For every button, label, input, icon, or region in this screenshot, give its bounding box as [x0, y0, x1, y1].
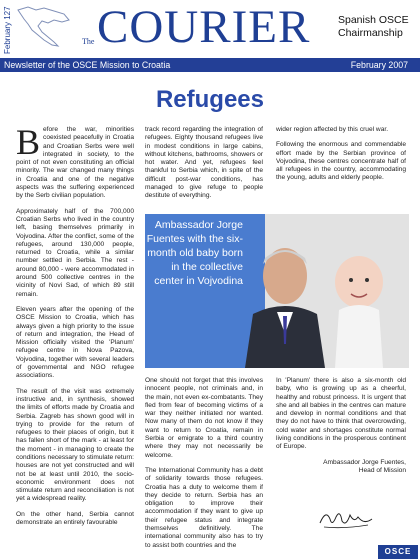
paragraph-text: efore the war, minorities coexisted peacefully in Croatia and Croatian Serbs were well integrated in society, to the point of not even constituting an official minority. The war changed many things in Croatia and one of the negative aspects was the suffering experienced by the Serb civilian population.: [16, 126, 134, 200]
issue-number: February 127: [3, 6, 12, 54]
article-column-3-top: [276, 126, 406, 190]
chairmanship-line-2: Chairmanship: [338, 27, 403, 39]
masthead: [0, 0, 420, 60]
author-signoff: [276, 459, 406, 476]
author-title: Head of Mission: [358, 466, 406, 474]
osce-logo: OSCE: [378, 545, 418, 559]
paragraph: wider region affected by this cruel war.: [276, 126, 389, 133]
the-label: The: [82, 37, 95, 46]
paragraph: The International Community has a debt of solidarity towards those refugees. Croatia has a duty to welcome them if they decide to return. Serbia has an obligation to improve their accommodation if they want to give up their refugee status and integrate themselves definitively. The international community also has to try to assist both countries and the: [145, 466, 263, 549]
article-column-2-bottom: [145, 377, 263, 557]
issue-date: February 2007: [350, 60, 408, 70]
newsletter-title: COURIER: [97, 1, 311, 53]
paragraph: Following the enormous and commendable effort made by the Serbian province of Vojvodina, these centres concentrate half of all refugees in the country, accommodating the young, adults and elderly people.: [276, 141, 406, 182]
drop-cap: B: [16, 122, 41, 162]
paragraph: Eleven years after the opening of the OSCE Mission to Croatia, which has always given a high priority to the issue of return and integration, the Head of Mission officially visited the 'Planum' refugee centre in Nova Pazova, Vojvodina, together with several leaders of governmental and NGO refugee associations.: [16, 305, 134, 380]
paragraph: One should not forget that this involves innocent people, not criminals and, in the main, not even ex-combatants. They fled from fear of becoming victims of a war they neither initiated nor wanted. Now many of them do not know if they want to return to Croatia, remain in Serbia or emigrate to a third country where they may not necessarily be welcome.: [145, 377, 263, 459]
article-headline: Refugees: [155, 86, 265, 113]
paragraph: Approximately half of the 700,000 Croatian Serbs who lived in the country left, basing themselves primarily in Vojvodina. After the conflict, some of the refugees, around 130,000 people, returned to Croatia, while a similar number settled in Serbia. The rest - around 80,000 - were accommodated in around 500 collective centres in the vicinity of Novi Sad, of which 89 still remain.: [16, 207, 134, 298]
article-column-3-bottom: [276, 377, 406, 482]
paragraph: [16, 122, 134, 201]
handwritten-signature: [318, 505, 374, 531]
article-column-1: [16, 122, 135, 534]
paragraph: In 'Planum' there is also a six-month old baby, who is growing up as a cheerful, healthy and robust princess. It is urgent that she and all babies in the centres can mature and develop in normal conditions and that they do not have to think that overcrowding, cold water and shortages constitute normal living conditions in the prosperous continent of Europe.: [276, 377, 406, 451]
newsletter-subtitle: Newsletter of the OSCE Mission to Croatia: [4, 60, 171, 70]
photo-caption: Ambassador Jorge Fuentes with the six-month old baby born in the collective center in Vojvodina: [146, 219, 243, 287]
chairmanship-label: [338, 14, 418, 40]
croatia-map-icon: [14, 4, 72, 48]
paragraph: The result of the visit was extremely instructive and, in synthesis, showed the limits of efforts made by Croatia and Serbia. Zagreb has shown good will in trying to provide for the return of refugees to their places of origin, but it has fallen short of the mark - at least for the moment - in managing to create the conditions necessary to stimulate return: houses are not yet constructed and will not be at least until 2010, the socio-economic environment does not stimulate return and reconciliation is not yet a widespread reality.: [16, 387, 135, 503]
chairmanship-line-1: Spanish OSCE: [338, 14, 409, 26]
article-column-2-top: [145, 126, 263, 208]
author-name: Ambassador Jorge Fuentes,: [323, 458, 406, 466]
paragraph: track record regarding the integration of refugees. Eighty thousand refugees live in modest conditions in large cabins, without kitchens, bathrooms, showers or hot water. And yet, refugees feel thankful to Serbia which, in spite of the difficult post-war conditions, has managed to give refuge to people destitute of everything.: [145, 126, 263, 200]
paragraph: On the other hand, Serbia cannot demonstrate an entirely favourable: [16, 510, 134, 527]
